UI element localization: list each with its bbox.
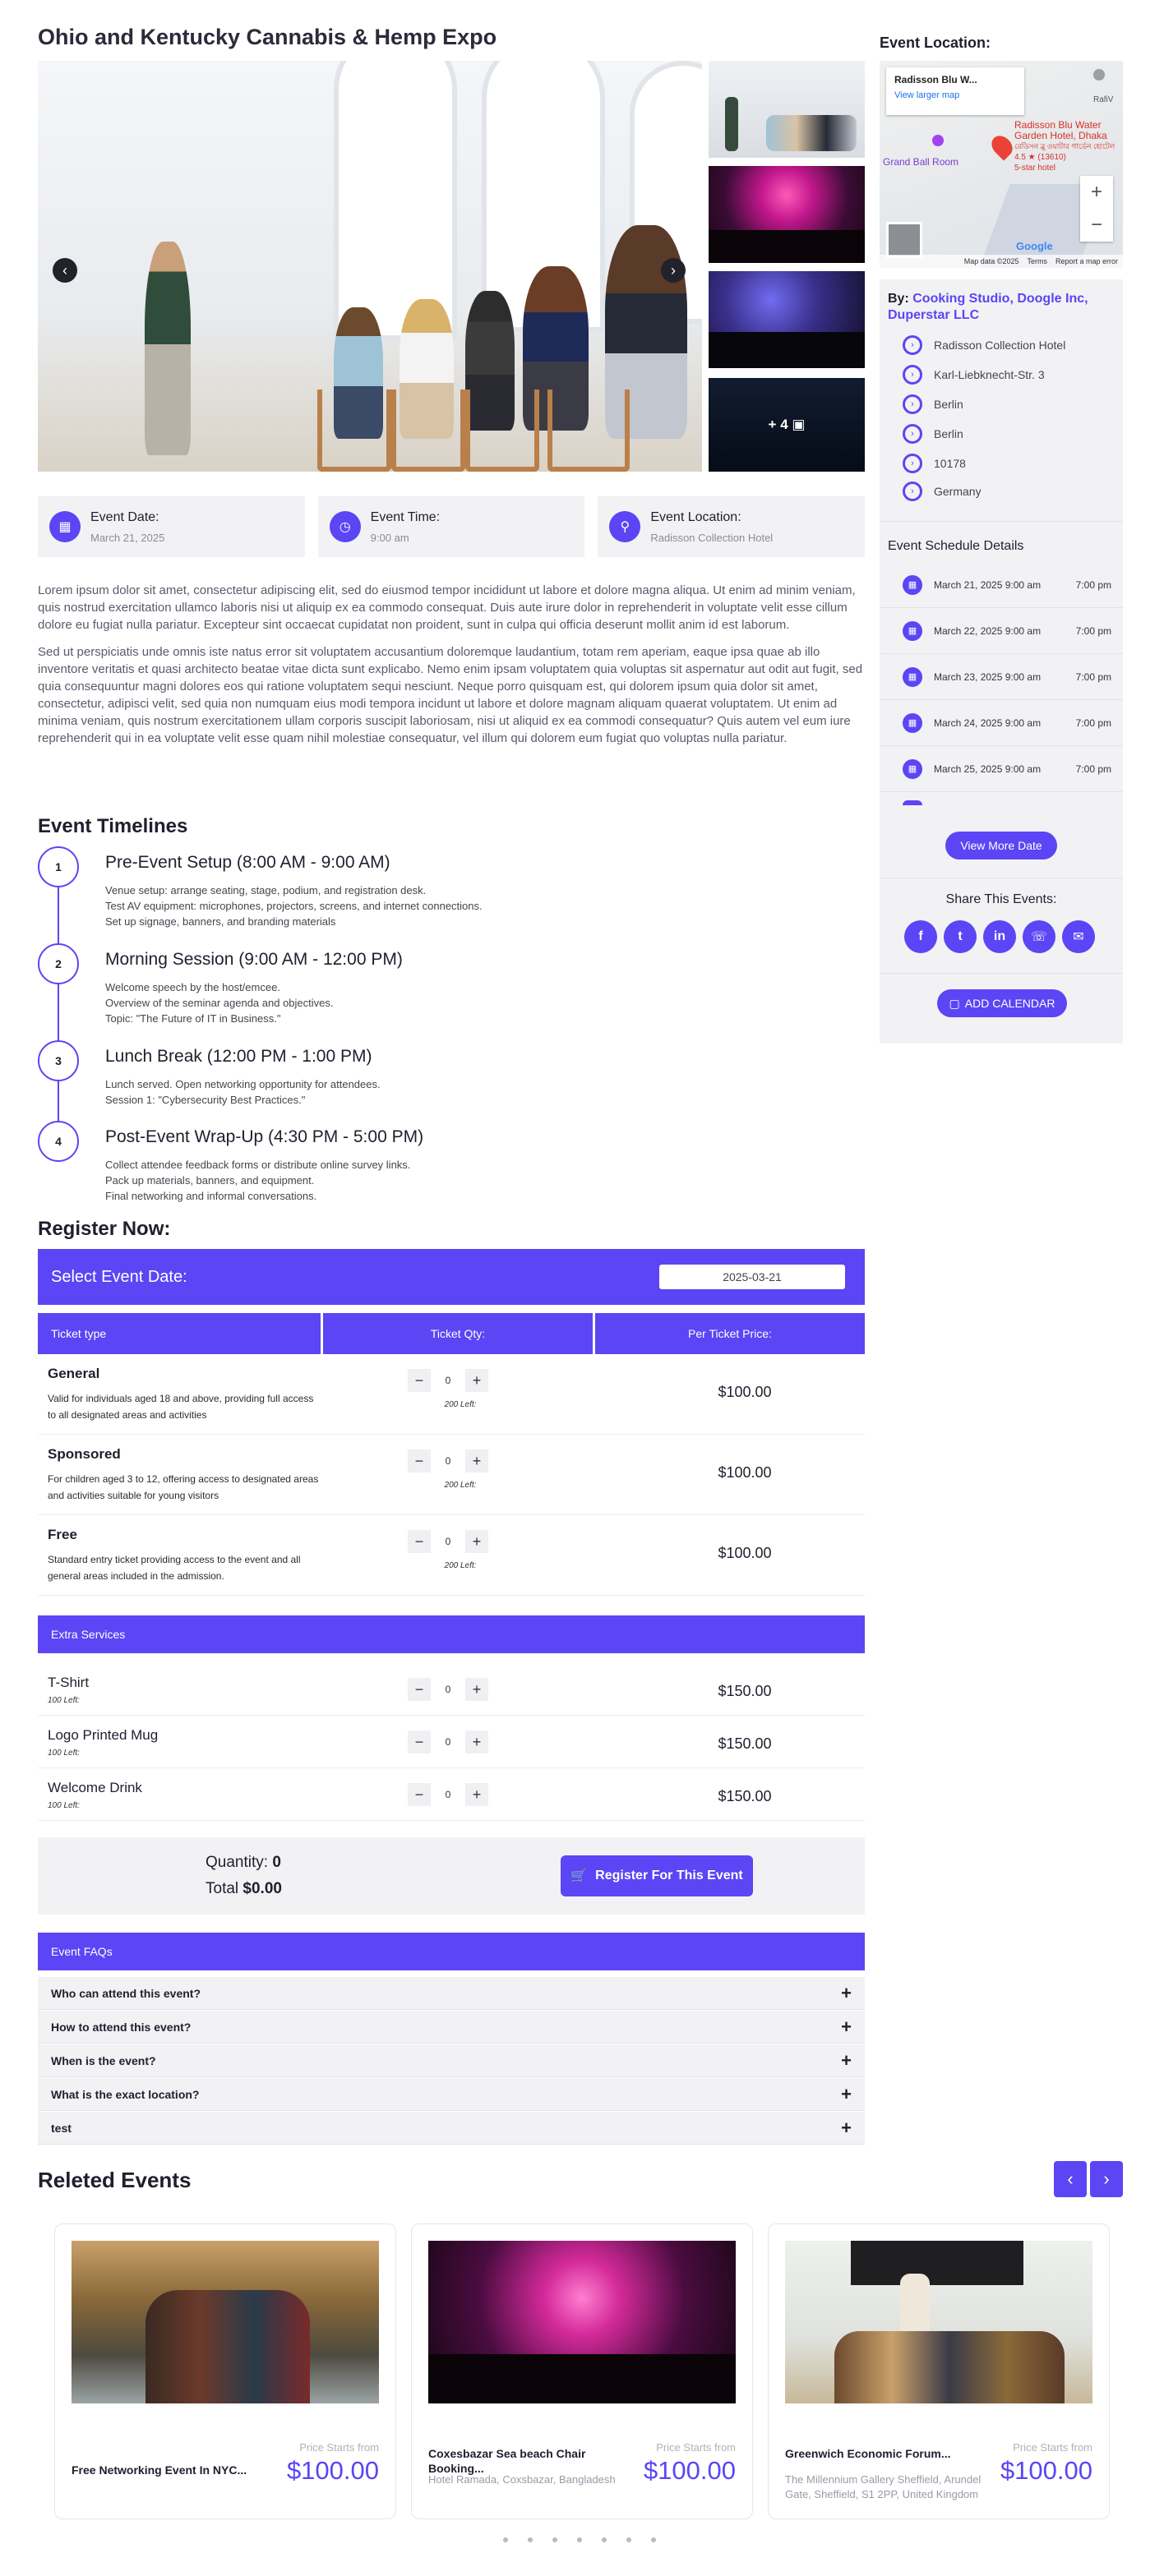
decrement-button[interactable]: − (408, 1530, 431, 1553)
google-logo: Google (1016, 240, 1053, 252)
ticket-description: For children aged 3 to 12, offering access to designated areas and activities suitable for young visitors (48, 1473, 319, 1501)
faq-item[interactable] (38, 2078, 865, 2111)
ticket-row (38, 1436, 865, 1515)
related-event-price: $100.00 (286, 2456, 379, 2485)
ticket-description: Valid for individuals aged 18 and above, providing full access to all designated areas and activities (48, 1393, 314, 1421)
timeline-line-text: Topic: "The Future of IT in Business." (105, 1012, 281, 1025)
address-text: Germany (934, 485, 982, 498)
carousel-dot[interactable] (602, 2537, 607, 2542)
timeline-line-text: Collect attendee feedback forms or distribute online survey links. (105, 1159, 411, 1171)
decrement-button[interactable]: − (408, 1369, 431, 1392)
increment-button[interactable]: + (465, 1530, 488, 1553)
faq-item[interactable] (38, 2112, 865, 2145)
facebook-icon[interactable]: f (904, 920, 937, 953)
schedule-row (880, 654, 1123, 700)
address-line (903, 335, 1065, 355)
map-satellite-toggle[interactable] (886, 222, 922, 258)
schedule-date: March 22, 2025 9:00 am (934, 624, 1042, 637)
extra-service-row (38, 1663, 865, 1716)
location-pin-icon: ⚲ (609, 511, 640, 542)
quantity-stepper (408, 1369, 488, 1392)
calendar-icon: ▦ (49, 511, 81, 542)
schedule-scroll-hint (903, 800, 922, 805)
faq-bar: Event FAQs (38, 1933, 865, 1970)
extra-services-bar: Extra Services (38, 1615, 865, 1653)
chair-decoration (391, 389, 465, 472)
extra-left: 100 Left: (48, 1749, 80, 1758)
plus-icon: + (841, 2049, 852, 2071)
quantity-stepper (408, 1530, 488, 1553)
event-location-card (598, 496, 865, 557)
event-thumbnail (785, 2241, 1092, 2403)
group-figure (146, 2290, 310, 2403)
map-hotel-name: Radisson Blu Water Garden Hotel, Dhaka (1014, 119, 1107, 141)
timeline-body (105, 1076, 381, 1108)
map-pegman-icon[interactable] (1090, 66, 1108, 84)
ticket-row (38, 1517, 865, 1596)
organizer-links[interactable]: Cooking Studio, Doogle Inc, Duperstar LLC (888, 292, 1088, 322)
map-corner-label: RafiV (1093, 95, 1114, 104)
related-event-price: $100.00 (1000, 2456, 1092, 2485)
twitter-icon[interactable]: t (944, 920, 977, 953)
faq-question: What is the exact location? (51, 2087, 200, 2101)
quantity-value[interactable]: 0 (445, 1455, 451, 1467)
event-gallery (38, 61, 865, 472)
by-label: By: (888, 292, 909, 306)
address-bullet-icon: › (903, 365, 922, 385)
linkedin-icon[interactable]: in (983, 920, 1016, 953)
timeline-step-number: 2 (38, 943, 79, 984)
extra-price: $150.00 (718, 1683, 772, 1699)
tickets-left: 200 Left: (444, 1400, 477, 1409)
timeline-heading: Morning Session (9:00 AM - 12:00 PM) (105, 950, 403, 969)
gallery-thumb[interactable] (709, 166, 865, 263)
quantity-stepper (408, 1730, 488, 1753)
faq-question: How to attend this event? (51, 2020, 192, 2034)
extra-service-row (38, 1768, 865, 1821)
address-line (903, 454, 966, 473)
register-button[interactable] (561, 1855, 753, 1896)
presenter-figure (145, 242, 191, 455)
carousel-dot[interactable] (503, 2537, 508, 2542)
extra-price: $150.00 (718, 1735, 772, 1752)
timeline-body (105, 979, 334, 1026)
schedule-date: March 23, 2025 9:00 am (934, 670, 1042, 683)
total-summary (206, 1880, 282, 1898)
schedule-end-time: 7:00 pm (1075, 763, 1111, 775)
window-decoration (334, 61, 457, 340)
extra-left: 100 Left: (48, 1696, 80, 1705)
chevron-right-icon: › (1103, 2168, 1110, 2189)
organizers (888, 291, 1118, 324)
increment-button[interactable]: + (465, 1369, 488, 1392)
ticket-row (38, 1356, 865, 1435)
address-bullet-icon: › (903, 424, 922, 444)
related-event-name: Greenwich Economic Forum... (785, 2447, 951, 2460)
schedule-date: March 21, 2025 9:00 am (934, 578, 1042, 591)
price-starts-label: Price Starts from (656, 2441, 736, 2454)
map-info-box (886, 67, 1024, 115)
timeline-heading: Pre-Event Setup (8:00 AM - 9:00 AM) (105, 853, 390, 872)
related-event-price: $100.00 (643, 2456, 736, 2485)
map-footer (880, 255, 1123, 268)
faq-item[interactable] (38, 1977, 865, 2010)
schedule-date: March 25, 2025 9:00 am (934, 763, 1042, 775)
schedule-row (880, 746, 1123, 792)
clock-icon: ◷ (330, 511, 361, 542)
gallery-next-button[interactable] (661, 258, 686, 283)
price-starts-label: Price Starts from (1013, 2441, 1092, 2454)
address-line (903, 482, 982, 501)
calendar-icon: ▦ (903, 759, 922, 779)
calendar-icon: ▦ (903, 575, 922, 595)
share-buttons (904, 920, 1095, 953)
timeline-step-number: 3 (38, 1040, 79, 1081)
quantity-value[interactable]: 0 (445, 1536, 451, 1547)
event-thumbnail (428, 2241, 736, 2403)
schedule-end-time: 7:00 pm (1075, 624, 1111, 637)
related-event-location: Hotel Ramada, Coxsbazar, Bangladesh (428, 2473, 616, 2486)
timeline-line-text: Lunch served. Open networking opportunity for attendees. (105, 1078, 381, 1090)
gallery-thumb[interactable] (709, 61, 865, 158)
decrement-button[interactable]: − (408, 1678, 431, 1701)
thumb-figure (725, 97, 738, 151)
quantity-stepper (408, 1783, 488, 1806)
event-time-card (318, 496, 585, 557)
carousel-dot[interactable] (552, 2537, 557, 2542)
address-text: Berlin (934, 398, 963, 411)
thumb-crowd (709, 230, 865, 263)
address-bullet-icon: › (903, 482, 922, 501)
map-hotel-name-bn: রেডিসন ব্লু ওয়াটার গার্ডেন হোটেল (1014, 142, 1116, 150)
total-label: Total (206, 1880, 239, 1897)
zoom-out-button[interactable]: − (1090, 214, 1102, 236)
related-prev-button[interactable] (1054, 2161, 1087, 2197)
schedule-end-time: 7:00 pm (1075, 717, 1111, 729)
plus-icon: + (841, 2117, 852, 2138)
address-line (903, 365, 1045, 385)
gallery-thumb-more[interactable] (709, 378, 865, 472)
timeline-line-text: Pack up materials, banners, and equipment. (105, 1174, 315, 1187)
related-event-card[interactable] (54, 2223, 396, 2519)
chevron-left-icon: ‹ (1067, 2168, 1074, 2189)
event-location-label: Event Location: (650, 509, 741, 524)
carousel-dots (503, 2537, 656, 2542)
map-venue-label: Grand Ball Room (883, 156, 959, 168)
address-text: Berlin (934, 427, 963, 440)
address-bullet-icon: › (903, 454, 922, 473)
view-larger-map-link[interactable]: View larger map (894, 90, 960, 100)
event-date-label: Event Date: (90, 509, 159, 524)
register-title: Register Now: (38, 1218, 171, 1240)
timeline-line (58, 866, 59, 1162)
order-summary (38, 1837, 865, 1915)
zoom-in-button[interactable]: + (1090, 181, 1102, 203)
schedule-end-time: 7:00 pm (1075, 578, 1111, 591)
chair-decoration (547, 389, 630, 472)
ticket-description: Standard entry ticket providing access to the event and all general areas included in the admission. (48, 1554, 301, 1582)
audience-figures (834, 2331, 1065, 2403)
column-ticket-qty: Ticket Qty: (323, 1313, 593, 1354)
total-value: $0.00 (242, 1880, 282, 1897)
timeline-line-text: Final networking and informal conversations. (105, 1190, 317, 1202)
description-paragraph: Lorem ipsum dolor sit amet, consectetur adipiscing elit, sed do eiusmod tempor incididunt ut labore et dolore magna aliqua. Ut enim ad minim veniam, quis nostrud exercitation ullamco laboris nisi ut aliquip ex ea commodo consequat. Duis aute irure dolor in reprehenderit in voluptate velit esse cillum dolore eu fugiat nulla pariatur. Excepteur sint occaecat cupidatat non proident, sunt in culpa qui officia deserunt mollit anim id est laborum. (38, 583, 856, 632)
decrement-button[interactable]: − (408, 1449, 431, 1472)
gallery-thumb[interactable] (709, 271, 865, 368)
add-calendar-button[interactable] (937, 989, 1067, 1017)
location-map[interactable] (880, 61, 1123, 268)
ticket-price: $100.00 (718, 1464, 772, 1481)
increment-button[interactable]: + (465, 1678, 488, 1701)
map-hotel-rating: 4.5 ★ (13610) (1014, 153, 1066, 162)
map-terms-link[interactable]: Terms (1027, 257, 1047, 265)
whatsapp-icon[interactable]: ☏ (1023, 920, 1055, 953)
timeline-line-text: Venue setup: arrange seating, stage, podium, and registration desk. (105, 884, 427, 896)
map-hotel-label (1014, 120, 1121, 173)
ticket-name: Free (48, 1527, 77, 1542)
zoom-controls (1080, 176, 1113, 242)
address-line (903, 394, 963, 414)
timeline-line-text: Set up signage, banners, and branding materials (105, 915, 336, 928)
sidebar-location-title: Event Location: (880, 35, 991, 51)
event-thumbnail (72, 2241, 379, 2403)
main-event-image[interactable] (38, 61, 702, 472)
cart-icon: 🛒 (570, 1869, 588, 1883)
related-events-carousel (38, 2223, 1123, 2521)
carousel-dot[interactable] (577, 2537, 582, 2542)
event-location-value: Radisson Collection Hotel (650, 531, 774, 544)
quantity-label: Quantity: (206, 1854, 269, 1871)
faq-question: test (51, 2121, 72, 2135)
quantity-value[interactable]: 0 (445, 1684, 451, 1695)
email-icon[interactable]: ✉ (1062, 920, 1095, 953)
crowd-silhouette (428, 2354, 736, 2403)
calendar-icon: ▦ (903, 713, 922, 733)
plus-icon: + (841, 2083, 852, 2104)
register-button-label: Register For This Event (595, 1869, 743, 1882)
divider (880, 973, 1123, 974)
related-event-card[interactable] (411, 2223, 753, 2519)
timeline-heading: Post-Event Wrap-Up (4:30 PM - 5:00 PM) (105, 1127, 424, 1146)
timeline-line-text: Welcome speech by the host/emcee. (105, 981, 280, 993)
schedule-row (880, 700, 1123, 746)
quantity-value[interactable]: 0 (445, 1375, 451, 1386)
more-photos-count: + 4 (768, 417, 788, 432)
event-time-label: Event Time: (370, 509, 441, 524)
select-date-label: Select Event Date: (51, 1267, 187, 1286)
timeline-title: Event Timelines (38, 815, 188, 837)
plus-icon: + (841, 1982, 852, 2003)
increment-button[interactable]: + (465, 1730, 488, 1753)
event-info-row (38, 496, 865, 557)
quantity-stepper (408, 1449, 488, 1472)
faq-question: When is the event? (51, 2053, 156, 2067)
schedule-row (880, 562, 1123, 608)
share-title: Share This Events: (945, 892, 1057, 906)
ticket-price: $100.00 (718, 1384, 772, 1400)
column-ticket-type: Ticket type (38, 1313, 321, 1354)
extra-name: Welcome Drink (48, 1780, 142, 1795)
faq-question: Who can attend this event? (51, 1986, 201, 2000)
faq-item[interactable] (38, 2011, 865, 2044)
view-more-dates-button[interactable]: View More Date (945, 832, 1057, 859)
extra-price: $150.00 (718, 1788, 772, 1804)
map-report-link[interactable]: Report a map error (1055, 257, 1118, 265)
sidebar-details-panel (880, 279, 1123, 1044)
calendar-icon: ▢ (949, 996, 960, 1010)
extra-name: T-Shirt (48, 1675, 90, 1690)
schedule-date: March 24, 2025 9:00 am (934, 717, 1042, 729)
timeline-body (105, 1157, 410, 1204)
map-hotel-type: 5-star hotel (1014, 164, 1056, 173)
schedule-end-time: 7:00 pm (1075, 670, 1111, 683)
schedule-row (880, 608, 1123, 654)
add-calendar-label: ADD CALENDAR (964, 997, 1055, 1010)
tickets-left: 200 Left: (444, 1561, 477, 1570)
quantity-total: 0 (272, 1854, 281, 1871)
extra-service-row (38, 1716, 865, 1768)
decrement-button[interactable]: − (408, 1730, 431, 1753)
select-date-bar (38, 1249, 865, 1305)
page-title: Ohio and Kentucky Cannabis & Hemp Expo (38, 25, 497, 49)
chevron-left-icon: ‹ (62, 261, 67, 279)
decrement-button[interactable]: − (408, 1783, 431, 1806)
timeline-line-text: Session 1: "Cybersecurity Best Practices." (105, 1094, 306, 1106)
carousel-dot[interactable] (651, 2537, 656, 2542)
quantity-value[interactable]: 0 (445, 1736, 451, 1748)
plus-icon: + (841, 2016, 852, 2037)
timeline-line-text: Test AV equipment: microphones, projectors, screens, and internet connections. (105, 900, 483, 912)
tickets-left: 200 Left: (444, 1481, 477, 1490)
more-photos-overlay (709, 378, 865, 472)
map-place-name: Radisson Blu W... (894, 74, 977, 85)
calendar-icon: ▦ (903, 621, 922, 641)
timeline-heading: Lunch Break (12:00 PM - 1:00 PM) (105, 1047, 372, 1066)
related-event-name: Coxesbazar Sea beach Chair Booking... (428, 2447, 586, 2475)
extra-name: Logo Printed Mug (48, 1727, 159, 1743)
schedule-title: Event Schedule Details (888, 539, 1024, 553)
address-line (903, 424, 963, 444)
address-bullet-icon: › (903, 335, 922, 355)
related-events-title: Releted Events (38, 2168, 192, 2192)
chair-decoration (317, 389, 391, 472)
ticket-price: $100.00 (718, 1545, 772, 1561)
carousel-dot[interactable] (528, 2537, 533, 2542)
screen-shape (851, 2241, 1023, 2285)
event-date-card (38, 496, 305, 557)
carousel-dot[interactable] (626, 2537, 631, 2542)
event-timeline (38, 846, 865, 1208)
ticket-name: General (48, 1366, 100, 1381)
quantity-summary (206, 1854, 281, 1872)
chevron-right-icon: › (671, 261, 676, 279)
extra-left: 100 Left: (48, 1801, 80, 1810)
event-date-input[interactable] (659, 1265, 845, 1289)
price-starts-label: Price Starts from (299, 2441, 379, 2454)
calendar-icon: ▦ (903, 667, 922, 687)
ticket-name: Sponsored (48, 1446, 121, 1462)
venue-marker-icon (932, 135, 944, 146)
thumb-crowd (709, 332, 865, 368)
related-event-location: The Millennium Gallery Sheffield, Arundel Gate, Sheffield, S1 2PP, United Kingdom (785, 2473, 982, 2500)
faq-item[interactable] (38, 2044, 865, 2077)
column-ticket-price: Per Ticket Price: (595, 1313, 865, 1354)
timeline-step-number: 1 (38, 846, 79, 887)
map-data-label: Map data ©2025 (963, 257, 1019, 265)
related-event-name: Free Networking Event In NYC... (72, 2463, 247, 2477)
related-next-button[interactable] (1090, 2161, 1123, 2197)
timeline-body (105, 882, 483, 929)
description-paragraph: Sed ut perspiciatis unde omnis iste natus error sit voluptatem accusantium doloremque laudantium, totam rem aperiam, eaque ipsa quae ab illo inventore veritatis et quasi architecto beatae vitae dicta sunt explicabo. Nemo enim ipsam voluptatem quia voluptas sit aspernatur aut odit aut fugit, sed quia consequuntur magni dolores eos qui ratione voluptatem sequi nesciunt. Neque porro quisquam est, qui dolorem ipsum quia dolor sit amet, consectetur, adipisci velit, sed quia non numquam eius modi tempora incidunt ut labore et dolore magnam aliquam quaerat voluptatem. Ut enim ad minima veniam, quis nostrum exercitationem ullam corporis suscipit laboriosam, nisi ut aliquid ex ea commodi consequatur? Quis autem vel eum iure reprehenderit qui in ea voluptate velit esse quam nihil molestiae consequatur, vel illum qui dolorem eum fugiat quo voluptas nulla pariatur. (38, 645, 863, 745)
gallery-prev-button[interactable] (53, 258, 77, 283)
timeline-line-text: Overview of the seminar agenda and objectives. (105, 997, 334, 1009)
address-text: 10178 (934, 457, 966, 470)
thumb-audience (766, 115, 857, 151)
image-icon: ▣ (792, 417, 806, 432)
event-description (38, 582, 865, 757)
event-time-value: 9:00 am (370, 531, 409, 544)
increment-button[interactable]: + (465, 1783, 488, 1806)
chair-decoration (465, 389, 539, 472)
related-event-card[interactable] (768, 2223, 1110, 2519)
address-text: Radisson Collection Hotel (934, 339, 1066, 352)
timeline-step-number: 4 (38, 1121, 79, 1162)
increment-button[interactable]: + (465, 1449, 488, 1472)
address-text: Karl-Liebknecht-Str. 3 (934, 368, 1045, 381)
ticket-table-header (38, 1313, 865, 1354)
event-date-value: March 21, 2025 (90, 531, 165, 544)
divider (880, 521, 1123, 522)
quantity-value[interactable]: 0 (445, 1789, 451, 1800)
address-bullet-icon: › (903, 394, 922, 414)
quantity-stepper (408, 1678, 488, 1701)
